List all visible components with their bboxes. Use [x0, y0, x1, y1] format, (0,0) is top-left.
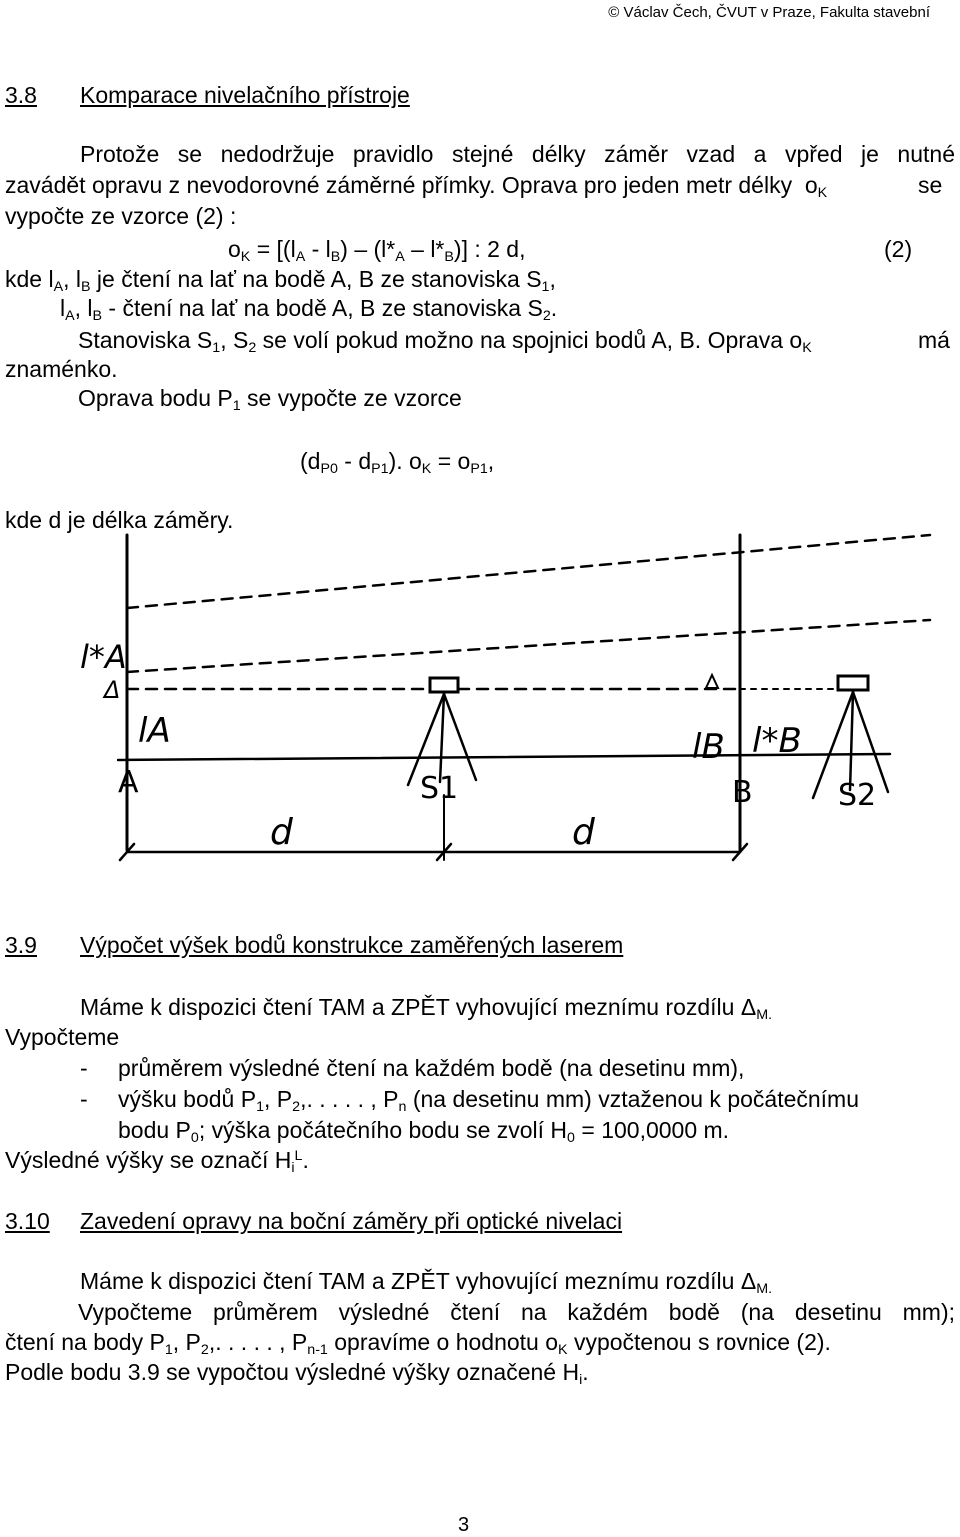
tripod-leg — [850, 692, 853, 790]
label-lb: lB — [692, 727, 725, 767]
formula-2: $o_K = [(l_A - l_B) - (l*_A - l*_B)]$ : 2 d, — [228, 236, 526, 265]
tripod-leg — [440, 694, 444, 782]
equation-number: (2) — [884, 236, 913, 262]
bullet-dash: - — [80, 1086, 88, 1112]
label-d-left: d — [270, 812, 293, 853]
paragraph-line: vypočte ze vzorce (2) : — [5, 203, 237, 229]
label-la-star: l*A — [80, 638, 127, 676]
paragraph-line: zavádět opravu z nevodorovné záměrné přímky. Oprava pro jeden metr délky $o_K$ — [5, 172, 828, 201]
paragraph-line-end: má — [918, 327, 950, 353]
bullet-text: bodu $P_0$; výška počátečního bodu se zvolí $H_0 = 100,0000$ m. — [118, 1117, 730, 1146]
sight-line-from-s2 — [127, 620, 930, 672]
paragraph-line: Stanoviska $S_1$, $S_2$ se volí pokud možno na spojnici bodů A, B. Oprava $o_K$ — [78, 327, 812, 356]
section-title-3-10: Zavedení opravy na boční záměry při optické nivelaci — [80, 1208, 623, 1234]
definition-line: $l_A$, $l_B$ - čtení na lať na bodě A, B ze stanoviska $S_2$. — [60, 295, 558, 324]
paragraph-line: Výsledné výšky se označí $H_i^L$. — [5, 1147, 309, 1176]
instrument-s2 — [838, 676, 868, 690]
label-la: lA — [138, 711, 171, 751]
paragraph-line: kde d je délka záměry. — [5, 507, 234, 533]
paragraph-line: Vypočteme — [5, 1024, 120, 1050]
label-s2: S2 — [838, 778, 877, 813]
label-d-right: d — [572, 812, 595, 853]
paragraph-line: Oprava bodu $P_1$ se vypočte ze vzorce — [78, 385, 462, 414]
paragraph-line-end: se — [918, 172, 943, 198]
bullet-text: výšku bodů $P_1$, $P_2$,. . . . . , $P_n$ (na desetinu mm) vztaženou k počátečnímu — [118, 1086, 860, 1115]
section-number-3-10: 3.10 — [5, 1208, 50, 1234]
page-number: 3 — [458, 1514, 470, 1536]
section-number-3-9: 3.9 — [5, 932, 37, 958]
sight-line-upper — [127, 535, 930, 608]
delta-marker-b — [706, 675, 718, 688]
instrument-s1 — [430, 678, 458, 692]
label-a: A — [118, 765, 139, 800]
label-delta: Δ — [104, 676, 121, 704]
paragraph-line: znaménko. — [5, 356, 118, 382]
section-number-3-8: 3.8 — [5, 82, 37, 108]
bullet-dash: - — [80, 1055, 88, 1081]
section-title-3-8: Komparace nivelačního přístroje — [80, 82, 410, 108]
paragraph-line: Podle bodu 3.9 se vypočtou výsledné výšky označené $H_i$. — [5, 1359, 589, 1388]
tripod-leg — [853, 692, 888, 792]
bullet-text: průměrem výsledné čtení na každém bodě (na desetinu mm), — [118, 1055, 745, 1081]
formula-correction: $(d_{P0} - d_{P1})$. $o_K = o_{P1}$, — [300, 448, 495, 477]
figure-instrument-comparison — [0, 530, 960, 875]
paragraph-line: Máme k dispozici čtení TAM a ZPĚT vyhovující meznímu rozdílu $\Delta_{M.}$ — [80, 1268, 773, 1297]
label-b: B — [732, 775, 753, 810]
paragraph-line: Máme k dispozici čtení TAM a ZPĚT vyhovující meznímu rozdílu $\Delta_{M.}$ — [80, 994, 773, 1023]
paragraph-line: Vypočteme průměrem výsledné čtení na každém bodě (na desetinu mm); — [78, 1299, 955, 1325]
label-s1: S1 — [420, 771, 459, 806]
tripod-leg — [444, 694, 476, 780]
label-lb-star: l*B — [752, 721, 802, 761]
paragraph-line: čtení na body $P_1$, $P_2$,. . . . . , $P_{n-1}$ opravíme o hodnotu $o_K$ vypočtenou s rovnice (2). — [5, 1329, 831, 1358]
paragraph-line: Protože se nedodržuje pravidlo stejné délky záměr vzad a vpřed je nutné — [80, 141, 955, 167]
section-title-3-9: Výpočet výšek bodů konstrukce zaměřených laserem — [80, 932, 624, 958]
page-header: © Václav Čech, ČVUT v Praze, Fakulta stavební — [608, 4, 930, 21]
definition-line: kde $l_A$, $l_B$ je čtení na lať na bodě A, B ze stanoviska $S_1$, — [5, 266, 556, 295]
